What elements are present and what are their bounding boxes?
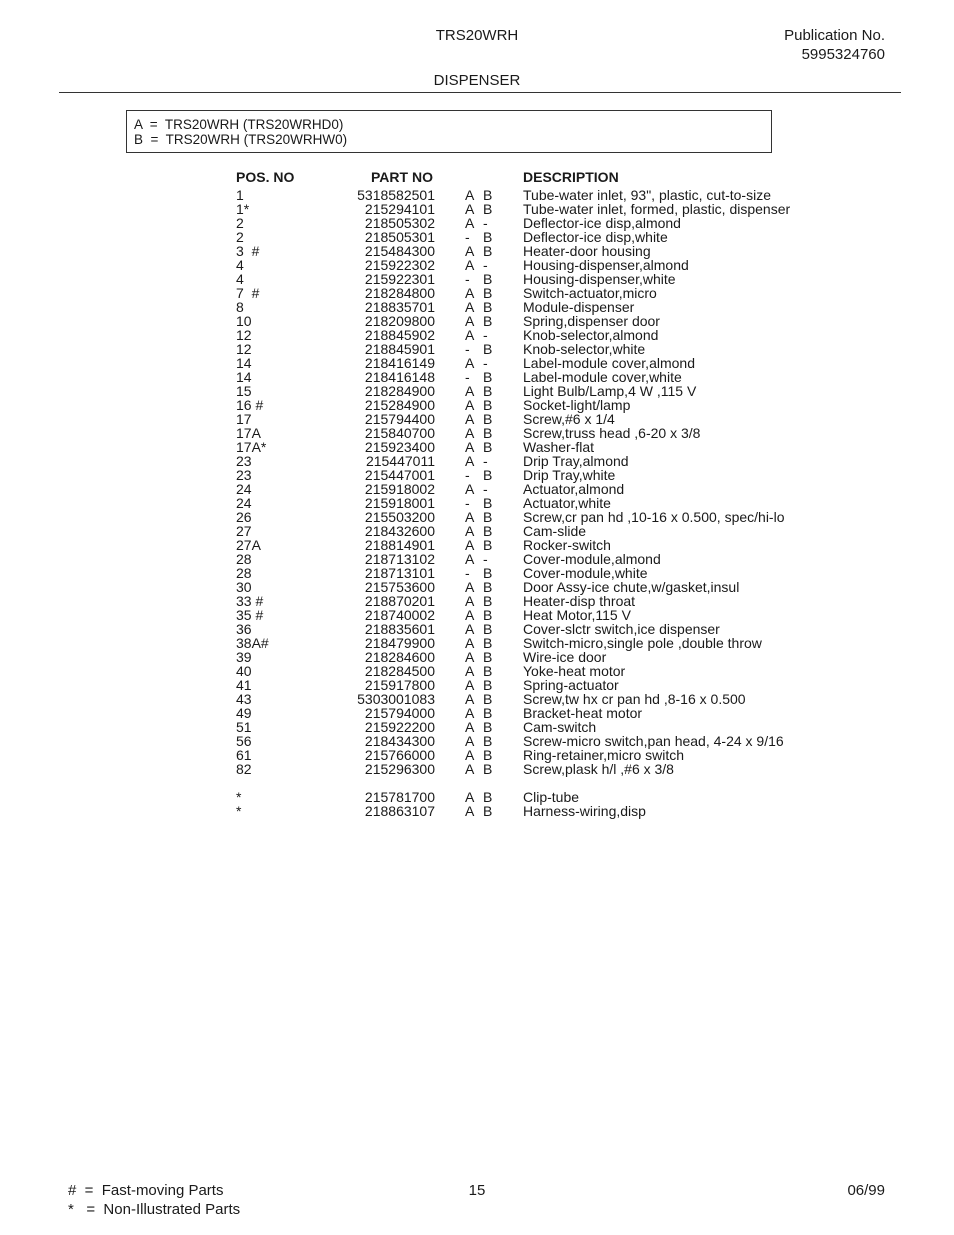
model-a-flag: A xyxy=(465,383,475,399)
table-row xyxy=(0,706,954,720)
model-b-flag: B xyxy=(483,649,493,665)
table-row xyxy=(0,496,954,510)
model-b-flag: B xyxy=(483,677,493,693)
part-description: Light Bulb/Lamp,4 W ,115 V xyxy=(523,383,697,399)
model-a-flag: A xyxy=(465,411,475,427)
part-number: 218845901 xyxy=(364,341,435,357)
table-row xyxy=(0,510,954,524)
part-description: Socket-light/lamp xyxy=(523,397,631,413)
model-b-flag: B xyxy=(483,425,493,441)
table-row xyxy=(0,398,954,412)
part-description: Tube-water inlet, formed, plastic, dispenser xyxy=(523,201,791,217)
part-number: 218434300 xyxy=(364,733,435,749)
model-a-flag: A xyxy=(465,705,475,721)
model-a-flag: - xyxy=(465,341,470,357)
part-number: 218814901 xyxy=(364,537,435,553)
model-a-flag: A xyxy=(465,761,475,777)
part-pos: 30 xyxy=(236,579,252,595)
part-number: 215918002 xyxy=(364,481,435,497)
model-a-flag: A xyxy=(465,677,475,693)
footnote-non-illustrated: * = Non-Illustrated Parts xyxy=(68,1201,241,1218)
model-a-flag: A xyxy=(465,481,475,497)
model-b-flag: - xyxy=(483,327,488,343)
table-row xyxy=(0,622,954,636)
part-number: 218835701 xyxy=(364,299,435,315)
part-number: 218479900 xyxy=(364,635,435,651)
part-number: 215923400 xyxy=(364,439,435,455)
part-description: Knob-selector,white xyxy=(523,341,646,357)
model-b-flag: B xyxy=(483,285,493,301)
model-legend-box xyxy=(126,110,772,153)
part-description: Rocker-switch xyxy=(523,537,611,553)
model-a-flag: A xyxy=(465,313,475,329)
model-a-flag: - xyxy=(465,565,470,581)
column-header-part: PART NO xyxy=(371,169,433,185)
model-a-flag: A xyxy=(465,649,475,665)
part-pos: 41 xyxy=(236,677,252,693)
model-b-flag: B xyxy=(483,565,493,581)
table-row xyxy=(0,678,954,692)
model-a-flag: A xyxy=(465,621,475,637)
part-description: Housing-dispenser,white xyxy=(523,271,676,287)
part-pos: 39 xyxy=(236,649,252,665)
part-description: Housing-dispenser,almond xyxy=(523,257,689,273)
part-description: Drip Tray,white xyxy=(523,467,616,483)
model-b-flag: B xyxy=(483,397,493,413)
table-row xyxy=(0,482,954,496)
table-row xyxy=(0,748,954,762)
part-number: 215284900 xyxy=(364,397,435,413)
model-a-flag: A xyxy=(465,691,475,707)
publication-number: 5995324760 xyxy=(801,46,885,63)
model-b-flag: B xyxy=(483,761,493,777)
model-b-flag: B xyxy=(483,439,493,455)
part-description: Washer-flat xyxy=(523,439,595,455)
part-number: 215794400 xyxy=(364,411,435,427)
model-a-flag: - xyxy=(465,467,470,483)
model-b-flag: B xyxy=(483,593,493,609)
part-number: 218845902 xyxy=(364,327,435,343)
model-a-flag: A xyxy=(465,299,475,315)
part-description: Cover-module,white xyxy=(523,565,648,581)
model-a-flag: A xyxy=(465,579,475,595)
table-row xyxy=(0,286,954,300)
part-pos: 33 # xyxy=(236,593,264,609)
model-b-flag: - xyxy=(483,215,488,231)
model-b-flag: - xyxy=(483,551,488,567)
part-pos: 23 xyxy=(236,453,252,469)
model-b-flag: B xyxy=(483,243,493,259)
model-a-flag: A xyxy=(465,747,475,763)
part-pos: 23 xyxy=(236,467,252,483)
table-row xyxy=(0,566,954,580)
table-row xyxy=(0,734,954,748)
model-b-flag: - xyxy=(483,481,488,497)
part-pos: 8 xyxy=(236,299,244,315)
part-description: Actuator,white xyxy=(523,495,611,511)
part-description: Screw-micro switch,pan head, 4-24 x 9/16 xyxy=(523,733,784,749)
part-description: Screw,#6 x 1/4 xyxy=(523,411,615,427)
model-b-flag: B xyxy=(483,719,493,735)
part-pos: * xyxy=(236,789,242,805)
part-number: 215753600 xyxy=(364,579,435,595)
part-number: 215794000 xyxy=(364,705,435,721)
part-description: Screw,truss head ,6-20 x 3/8 xyxy=(523,425,701,441)
column-header-description: DESCRIPTION xyxy=(523,169,619,185)
model-b-flag: B xyxy=(483,537,493,553)
model-a-flag: A xyxy=(465,509,475,525)
model-a-flag: A xyxy=(465,719,475,735)
part-description: Actuator,almond xyxy=(523,481,625,497)
part-description: Drip Tray,almond xyxy=(523,453,629,469)
part-number: 218432600 xyxy=(364,523,435,539)
model-a-flag: A xyxy=(465,439,475,455)
part-number: 215484300 xyxy=(364,243,435,259)
part-pos: 2 xyxy=(236,229,244,245)
model-a-flag: A xyxy=(465,663,475,679)
part-description: Tube-water inlet, 93", plastic, cut-to-size xyxy=(523,187,771,203)
model-b-flag: B xyxy=(483,383,493,399)
model-a-flag: A xyxy=(465,733,475,749)
part-pos: * xyxy=(236,803,242,819)
table-row xyxy=(0,552,954,566)
part-pos: 1* xyxy=(236,201,250,217)
model-a-flag: A xyxy=(465,453,475,469)
part-description: Cam-slide xyxy=(523,523,587,539)
model-a-flag: - xyxy=(465,369,470,385)
part-pos: 17A* xyxy=(236,439,267,455)
part-number: 215918001 xyxy=(364,495,435,511)
part-description: Heat Motor,115 V xyxy=(523,607,631,623)
part-description: Yoke-heat motor xyxy=(523,663,626,679)
table-row xyxy=(0,538,954,552)
model-b-flag: - xyxy=(483,453,488,469)
model-a-flag: - xyxy=(465,495,470,511)
part-number: 215922301 xyxy=(364,271,435,287)
table-row xyxy=(0,230,954,244)
part-description: Clip-tube xyxy=(523,789,580,805)
model-b-flag: B xyxy=(483,201,493,217)
part-pos: 56 xyxy=(236,733,252,749)
model-b-flag: B xyxy=(483,187,493,203)
part-number: 5318582501 xyxy=(357,187,435,203)
model-b-flag: B xyxy=(483,369,493,385)
part-pos: 27 xyxy=(236,523,252,539)
table-row xyxy=(0,790,954,804)
table-row xyxy=(0,762,954,776)
model-a-flag: A xyxy=(465,551,475,567)
table-row xyxy=(0,580,954,594)
part-description: Heater-disp throat xyxy=(523,593,636,609)
part-pos: 82 xyxy=(236,761,252,777)
column-header-pos: POS. NO xyxy=(236,169,295,185)
part-number: 215840700 xyxy=(364,425,435,441)
part-pos: 49 xyxy=(236,705,252,721)
table-row xyxy=(0,524,954,538)
table-row xyxy=(0,342,954,356)
part-pos: 61 xyxy=(236,747,252,763)
part-description: Label-module cover,almond xyxy=(523,355,695,371)
part-description: Label-module cover,white xyxy=(523,369,682,385)
table-row xyxy=(0,384,954,398)
part-pos: 35 # xyxy=(236,607,264,623)
table-row xyxy=(0,720,954,734)
part-description: Bracket-heat motor xyxy=(523,705,643,721)
part-pos: 36 xyxy=(236,621,252,637)
table-row xyxy=(0,314,954,328)
part-number: 5303001083 xyxy=(357,691,435,707)
part-description: Harness-wiring,disp xyxy=(523,803,646,819)
table-row xyxy=(0,594,954,608)
page-number: 15 xyxy=(468,1182,486,1199)
part-number: 215296300 xyxy=(364,761,435,777)
section-title: DISPENSER xyxy=(433,72,521,89)
part-pos: 24 xyxy=(236,495,252,511)
model-b-flag: B xyxy=(483,789,493,805)
model-b-flag: B xyxy=(483,509,493,525)
part-pos: 4 xyxy=(236,257,244,273)
part-number: 215917800 xyxy=(364,677,435,693)
part-description: Deflector-ice disp,white xyxy=(523,229,668,245)
model-a-flag: A xyxy=(465,243,475,259)
model-b-flag: B xyxy=(483,803,493,819)
model-a-flag: - xyxy=(465,271,470,287)
table-row xyxy=(0,426,954,440)
model-b-flag: B xyxy=(483,299,493,315)
model-b-flag: B xyxy=(483,607,493,623)
part-pos: 17 xyxy=(236,411,252,427)
part-pos: 40 xyxy=(236,663,252,679)
part-number: 218284800 xyxy=(364,285,435,301)
part-description: Wire-ice door xyxy=(523,649,607,665)
part-description: Cover-slctr switch,ice dispenser xyxy=(523,621,720,637)
part-number: 215922200 xyxy=(364,719,435,735)
model-a-flag: A xyxy=(465,215,475,231)
part-number: 215766000 xyxy=(364,747,435,763)
model-b-flag: B xyxy=(483,635,493,651)
part-number: 218416149 xyxy=(364,355,435,371)
table-row xyxy=(0,188,954,202)
table-row xyxy=(0,328,954,342)
part-pos: 3 # xyxy=(236,243,260,259)
model-a-flag: A xyxy=(465,593,475,609)
table-row xyxy=(0,692,954,706)
part-pos: 14 xyxy=(236,369,252,385)
table-row xyxy=(0,664,954,678)
table-row xyxy=(0,258,954,272)
parts-list xyxy=(0,188,954,818)
model-a-flag: A xyxy=(465,803,475,819)
part-pos: 4 xyxy=(236,271,244,287)
part-number: 218740002 xyxy=(364,607,435,623)
part-number: 215503200 xyxy=(364,509,435,525)
model-b-flag: B xyxy=(483,579,493,595)
model-b-flag: B xyxy=(483,523,493,539)
part-pos: 26 xyxy=(236,509,252,525)
model-b-flag: B xyxy=(483,271,493,287)
part-description: Spring-actuator xyxy=(523,677,619,693)
part-pos: 28 xyxy=(236,551,252,567)
model-a-flag: A xyxy=(465,425,475,441)
part-pos: 12 xyxy=(236,327,252,343)
publication-label: Publication No. xyxy=(784,27,885,44)
part-pos: 12 xyxy=(236,341,252,357)
model-a-flag: A xyxy=(465,789,475,805)
part-description: Heater-door housing xyxy=(523,243,651,259)
part-pos: 1 xyxy=(236,187,244,203)
row-spacer xyxy=(0,776,954,790)
publication-date: 06/99 xyxy=(847,1182,885,1199)
part-description: Deflector-ice disp,almond xyxy=(523,215,681,231)
part-number: 218505302 xyxy=(364,215,435,231)
model-b-flag: B xyxy=(483,663,493,679)
table-row xyxy=(0,804,954,818)
model-a-flag: - xyxy=(465,229,470,245)
part-pos: 17A xyxy=(236,425,261,441)
model-b-flag: B xyxy=(483,747,493,763)
part-description: Ring-retainer,micro switch xyxy=(523,747,685,763)
part-number: 218870201 xyxy=(364,593,435,609)
part-pos: 43 xyxy=(236,691,252,707)
table-row xyxy=(0,202,954,216)
part-number: 218284900 xyxy=(364,383,435,399)
part-description: Door Assy-ice chute,w/gasket,insul xyxy=(523,579,740,595)
model-b-flag: B xyxy=(483,467,493,483)
model-b-flag: B xyxy=(483,313,493,329)
part-number: 218284600 xyxy=(364,649,435,665)
part-pos: 28 xyxy=(236,565,252,581)
part-pos: 38A# xyxy=(236,635,269,651)
model-a-flag: A xyxy=(465,285,475,301)
part-pos: 14 xyxy=(236,355,252,371)
part-description: Cover-module,almond xyxy=(523,551,661,567)
part-pos: 15 xyxy=(236,383,252,399)
model-a-flag: A xyxy=(465,187,475,203)
model-a-flag: A xyxy=(465,201,475,217)
model-b-flag: B xyxy=(483,621,493,637)
part-number: 218713101 xyxy=(364,565,435,581)
model-a-flag: A xyxy=(465,635,475,651)
part-number: 218284500 xyxy=(364,663,435,679)
part-number: 218505301 xyxy=(364,229,435,245)
table-row xyxy=(0,440,954,454)
legend-b: B = TRS20WRH (TRS20WRHW0) xyxy=(134,132,348,147)
table-row xyxy=(0,468,954,482)
table-row xyxy=(0,454,954,468)
legend-a: A = TRS20WRH (TRS20WRHD0) xyxy=(134,117,344,132)
model-b-flag: - xyxy=(483,257,488,273)
part-description: Knob-selector,almond xyxy=(523,327,659,343)
table-row xyxy=(0,370,954,384)
part-number: 218835601 xyxy=(364,621,435,637)
model-b-flag: B xyxy=(483,411,493,427)
model-b-flag: B xyxy=(483,341,493,357)
model-b-flag: B xyxy=(483,495,493,511)
model-a-flag: A xyxy=(465,355,475,371)
model-a-flag: A xyxy=(465,523,475,539)
part-number: 215922302 xyxy=(364,257,435,273)
part-pos: 51 xyxy=(236,719,252,735)
model-b-flag: B xyxy=(483,691,493,707)
part-number: 218863107 xyxy=(364,803,435,819)
table-row xyxy=(0,300,954,314)
part-pos: 7 # xyxy=(236,285,260,301)
part-number: 218209800 xyxy=(364,313,435,329)
footnote-fast-moving: # = Fast-moving Parts xyxy=(68,1182,224,1199)
part-pos: 10 xyxy=(236,313,252,329)
part-description: Cam-switch xyxy=(523,719,597,735)
part-number: 218416148 xyxy=(364,369,435,385)
part-description: Module-dispenser xyxy=(523,299,635,315)
model-b-flag: B xyxy=(483,229,493,245)
table-row xyxy=(0,356,954,370)
table-row xyxy=(0,216,954,230)
table-row xyxy=(0,412,954,426)
table-row xyxy=(0,636,954,650)
part-number: 218713102 xyxy=(364,551,435,567)
part-pos: 16 # xyxy=(236,397,264,413)
part-description: Switch-actuator,micro xyxy=(523,285,657,301)
table-row xyxy=(0,608,954,622)
part-description: Switch-micro,single pole ,double throw xyxy=(523,635,762,651)
part-description: Screw,tw hx cr pan hd ,8-16 x 0.500 xyxy=(523,691,746,707)
table-row xyxy=(0,650,954,664)
table-row xyxy=(0,244,954,258)
table-row xyxy=(0,272,954,286)
part-pos: 27A xyxy=(236,537,261,553)
header-divider xyxy=(59,92,901,93)
part-description: Spring,dispenser door xyxy=(523,313,660,329)
part-pos: 24 xyxy=(236,481,252,497)
part-number: 215447011 xyxy=(365,453,435,469)
model-number: TRS20WRH xyxy=(435,27,519,44)
model-a-flag: A xyxy=(465,537,475,553)
model-a-flag: A xyxy=(465,257,475,273)
part-number: 215294101 xyxy=(364,201,435,217)
model-b-flag: B xyxy=(483,733,493,749)
part-pos: 2 xyxy=(236,215,244,231)
model-b-flag: - xyxy=(483,355,488,371)
model-a-flag: A xyxy=(465,397,475,413)
model-b-flag: B xyxy=(483,705,493,721)
part-description: Screw,plask h/l ,#6 x 3/8 xyxy=(523,761,674,777)
model-a-flag: A xyxy=(465,327,475,343)
part-number: 215781700 xyxy=(364,789,435,805)
part-description: Screw,cr pan hd ,10-16 x 0.500, spec/hi-lo xyxy=(523,509,785,525)
model-a-flag: A xyxy=(465,607,475,623)
part-number: 215447001 xyxy=(364,467,435,483)
